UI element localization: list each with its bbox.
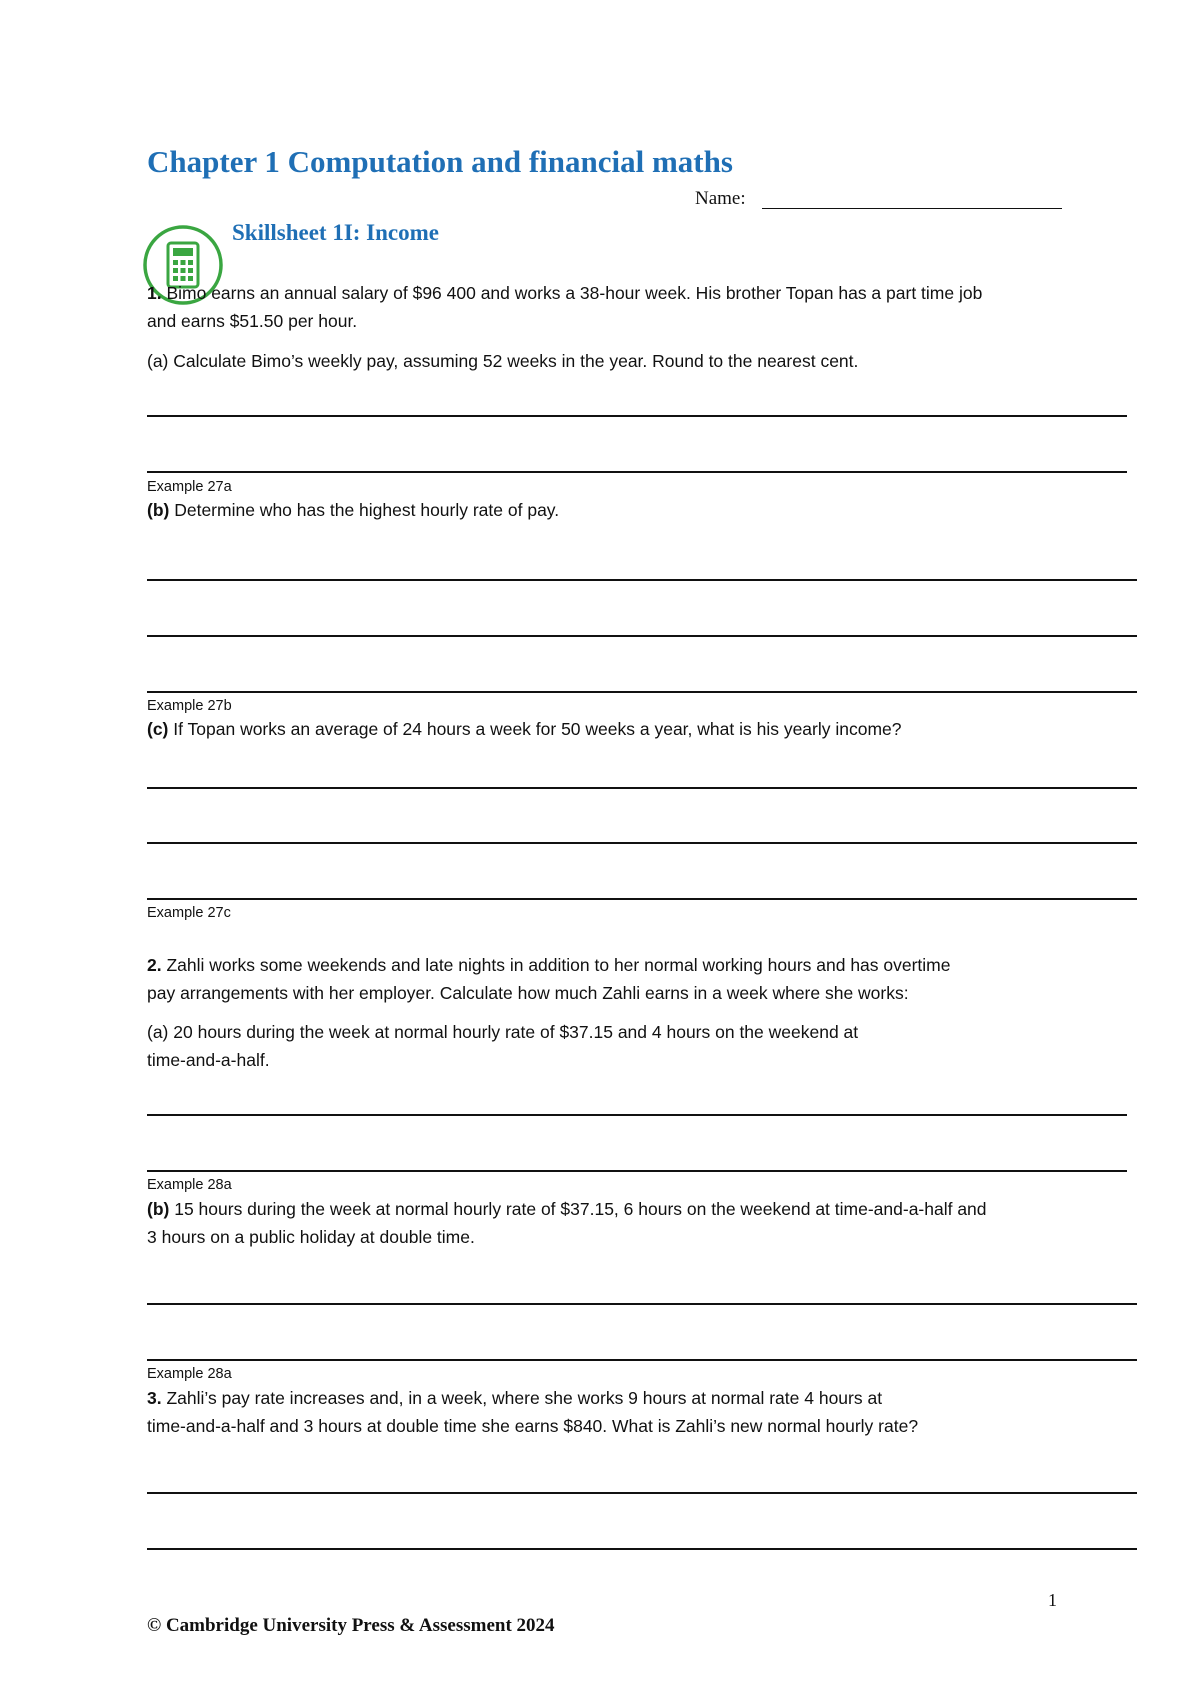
answer-line[interactable] <box>147 787 1137 789</box>
answer-line[interactable] <box>147 471 1127 473</box>
part-text: Determine who has the highest hourly rate of pay. <box>169 500 560 520</box>
answer-line[interactable] <box>147 579 1137 581</box>
part-text: If Topan works an average of 24 hours a week for 50 weeks a year, what is his yearly income? <box>168 719 902 739</box>
chapter-title: Chapter 1 Computation and financial maths <box>147 144 733 179</box>
answer-line[interactable] <box>147 415 1127 417</box>
question-1c <box>147 715 1147 743</box>
part-label: (b) <box>147 1199 170 1219</box>
answer-line[interactable] <box>147 842 1137 844</box>
part-label: (a) <box>147 351 169 371</box>
answer-line[interactable] <box>147 1359 1137 1361</box>
answer-line[interactable] <box>147 898 1137 900</box>
answer-line[interactable] <box>147 1492 1137 1494</box>
question-text: Zahli’s pay rate increases and, in a week, where she works 9 hours at normal rate 4 hours at <box>161 1388 883 1408</box>
question-text: and earns $51.50 per hour. <box>147 311 358 331</box>
answer-line[interactable] <box>147 1303 1137 1305</box>
part-label: (c) <box>147 719 169 739</box>
answer-line[interactable] <box>147 1114 1127 1116</box>
name-field[interactable] <box>762 208 1062 209</box>
part-text: 3 hours on a public holiday at double time. <box>147 1227 475 1247</box>
skillsheet-title: Skillsheet 1I: Income <box>232 220 439 245</box>
question-text: Zahli works some weekends and late nights in addition to her normal working hours and has overtime <box>161 955 951 975</box>
part-text: 15 hours during the week at normal hourly rate of $37.15, 6 hours on the weekend at time-and-a-half and <box>169 1199 987 1219</box>
answer-line[interactable] <box>147 1170 1127 1172</box>
question-number: 2. <box>147 955 162 975</box>
example-ref: Example 28a <box>147 1177 232 1193</box>
question-number: 3. <box>147 1388 162 1408</box>
part-text: Calculate Bimo’s weekly pay, assuming 52 weeks in the year. Round to the nearest cent. <box>168 351 859 371</box>
example-ref: Example 28a <box>147 1366 232 1382</box>
part-text: time-and-a-half. <box>147 1050 270 1070</box>
question-text: Bimo earns an annual salary of $96 400 and works a 38-hour week. His brother Topan has a part time job <box>161 283 983 303</box>
example-ref: Example 27a <box>147 479 232 495</box>
question-1b <box>147 496 1147 524</box>
part-text: 20 hours during the week at normal hourly rate of $37.15 and 4 hours on the weekend at <box>168 1022 859 1042</box>
example-ref: Example 27b <box>147 698 232 714</box>
page-number: 1 <box>1048 1590 1057 1610</box>
question-2a <box>147 1018 1147 1074</box>
name-label: Name: <box>695 188 746 209</box>
part-label: (a) <box>147 1022 169 1042</box>
answer-line[interactable] <box>147 1548 1137 1550</box>
question-2b <box>147 1195 1147 1251</box>
question-3 <box>147 1384 1147 1440</box>
copyright: © Cambridge University Press & Assessment 2024 <box>147 1615 555 1636</box>
question-text: time-and-a-half and 3 hours at double time she earns $840. What is Zahli’s new normal hourly rate? <box>147 1416 919 1436</box>
answer-line[interactable] <box>147 691 1137 693</box>
question-text: pay arrangements with her employer. Calculate how much Zahli earns in a week where she works: <box>147 983 909 1003</box>
question-1 <box>147 279 1147 335</box>
question-2 <box>147 951 1147 1007</box>
part-label: (b) <box>147 500 170 520</box>
question-1a <box>147 347 1147 375</box>
question-number: 1. <box>147 283 162 303</box>
example-ref: Example 27c <box>147 905 231 921</box>
answer-line[interactable] <box>147 635 1137 637</box>
